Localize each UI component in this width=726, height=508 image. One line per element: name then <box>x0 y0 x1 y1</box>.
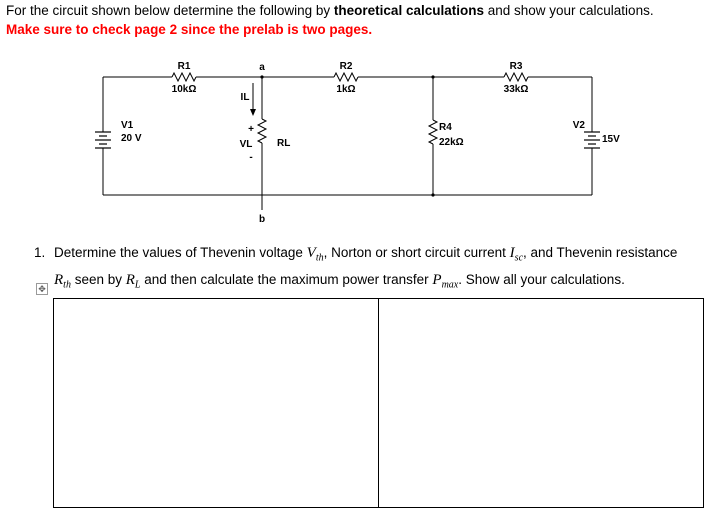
question-number: 1. <box>34 245 46 260</box>
answer-cell-right[interactable] <box>379 299 704 508</box>
r4-label: R4 <box>439 122 452 133</box>
r4-value: 22kΩ <box>439 137 464 148</box>
circuit-diagram <box>95 50 635 230</box>
answer-cell-left[interactable] <box>54 299 379 508</box>
r1-label: R1 <box>177 61 191 72</box>
v2-value: 15V <box>602 134 620 145</box>
r3-resistor <box>504 73 528 81</box>
move-handle-icon[interactable]: ✥ <box>36 283 48 295</box>
node-b-label: b <box>258 214 266 225</box>
v2-source <box>584 132 600 148</box>
r2-resistor <box>334 73 358 81</box>
r2-value: 1kΩ <box>336 84 356 95</box>
answer-table <box>53 298 704 508</box>
instruction-line: For the circuit shown below determine the following by theoretical calculations and show your calculations. <box>6 3 654 18</box>
rl-label: RL <box>277 138 291 149</box>
v2-label: V2 <box>572 120 585 131</box>
minus-sign: - <box>249 152 253 163</box>
question-text: Determine the values of Thevenin voltage $V_{th}$, Norton or short circuit current $I_{sc}$, and Thevenin resistance $R_{th}$ seen by $R_L$ and then calculate the maximum power transfer $P_{max}$. Show all your calculations. <box>54 245 678 291</box>
v1-value: 20 V <box>121 133 142 144</box>
instruction-bold: theoretical calculations <box>333 3 484 18</box>
r3-value: 33kΩ <box>503 84 529 95</box>
r4-resistor <box>429 120 437 144</box>
il-label: IL <box>240 92 250 103</box>
v1-label: V1 <box>121 120 134 131</box>
prelab-warning: Make sure to check page 2 since the prelab is two pages. <box>6 22 373 37</box>
v1-source <box>95 132 111 148</box>
node-a-label: a <box>259 62 265 73</box>
vl-label: VL <box>239 139 253 150</box>
r3-label: R3 <box>509 61 523 72</box>
plus-sign: + <box>248 124 254 135</box>
r1-value: 10kΩ <box>171 84 197 95</box>
rl-resistor <box>258 119 266 143</box>
r2-label: R2 <box>339 61 353 72</box>
r1-resistor <box>172 73 196 81</box>
